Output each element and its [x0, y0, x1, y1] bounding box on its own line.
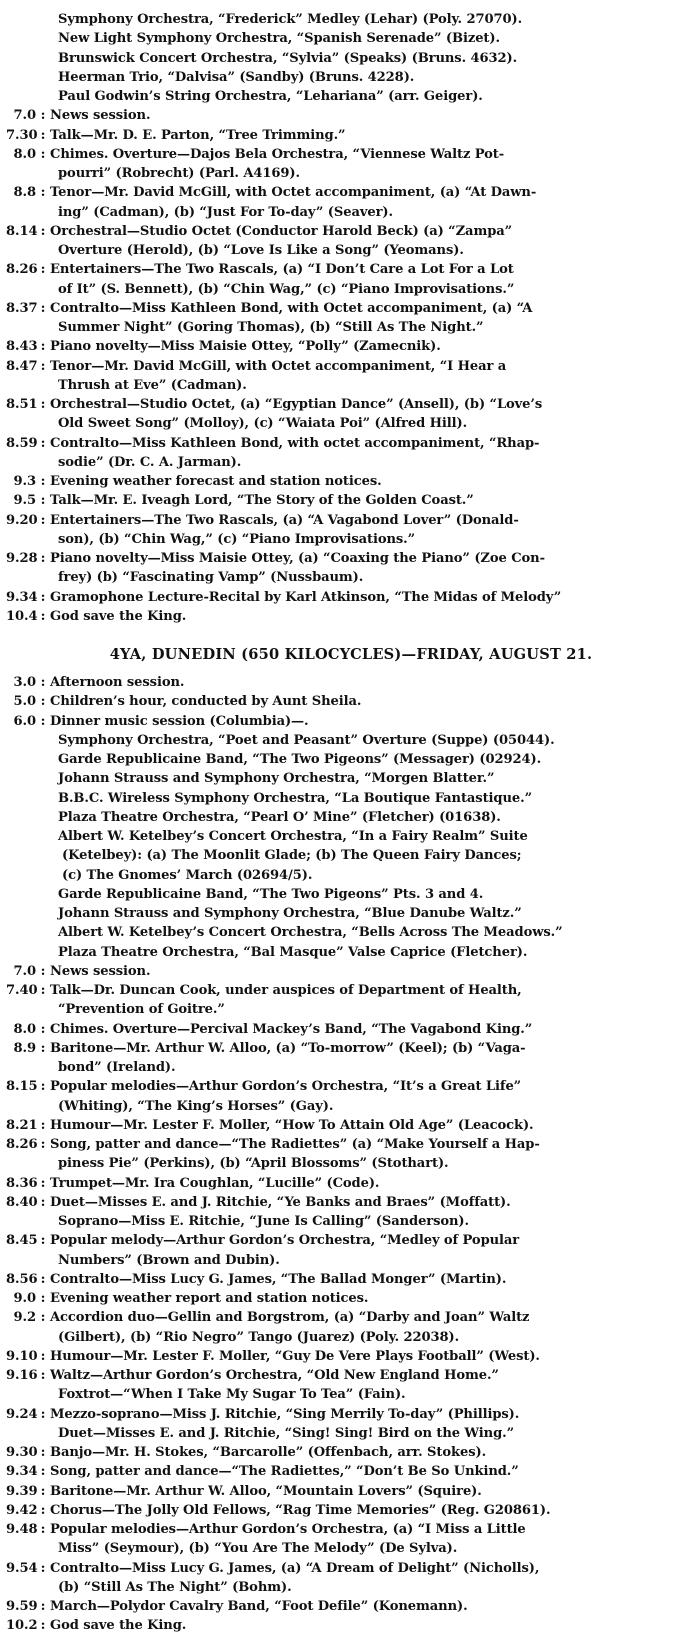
time-label: 8.26 [6, 1137, 38, 1152]
program-item-text: Banjo—Mr. H. Stokes, “Barcarolle” (Offenbach, arr. Stokes). [50, 1445, 487, 1460]
program-item-text: Children’s hour, conducted by Aunt Sheila. [50, 694, 362, 710]
program-item-text: Talk—Dr. Duncan Cook, under auspices of Department of Health, [50, 983, 522, 998]
time-separator: : [40, 1522, 46, 1537]
program-item-text: Evening weather report and station notices. [50, 1291, 369, 1306]
time-separator: : [40, 551, 46, 566]
program-continuation-text: Miss” (Seymour), (b) “You Are The Melody” (De Sylva). [58, 1541, 458, 1557]
time-label: 9.10 [6, 1348, 38, 1364]
time-separator: : [40, 1117, 46, 1133]
newspaper-page [6, 10, 692, 1636]
time-separator: : [40, 589, 46, 605]
program-line [6, 1000, 692, 1019]
program-line [6, 1097, 692, 1116]
time-label: 8.9 [13, 1040, 36, 1056]
program-line [6, 395, 692, 414]
program-line [6, 1578, 692, 1597]
program-line [6, 1559, 692, 1578]
time-separator: : [40, 1079, 46, 1095]
program-continuation-text: Paul Godwin’s String Orchestra, “Lehariana” (arr. Geiger). [58, 89, 483, 104]
time-label: 8.26 [6, 262, 38, 278]
time-separator: : [40, 1464, 46, 1480]
program-item-text: News session. [50, 963, 151, 979]
time-label: 8.8 [13, 185, 36, 201]
time-separator: : [40, 223, 46, 239]
time-separator: : [40, 474, 46, 489]
program-continuation-text: New Light Symphony Orchestra, “Spanish Serenade” (Bizet). [58, 31, 500, 47]
program-item-text: Waltz—Arthur Gordon’s Orchestra, “Old New England Home.” [50, 1368, 499, 1383]
program-line [6, 1520, 692, 1539]
program-line [6, 1385, 692, 1404]
program-item-text: Evening weather forecast and station notices. [50, 474, 382, 489]
program-line [6, 280, 692, 299]
time-label: 9.34 [6, 589, 38, 605]
time-label: 10.2 [6, 1618, 38, 1634]
time-label: 8.0 [13, 1021, 36, 1037]
program-line [6, 10, 692, 29]
program-line [6, 692, 692, 711]
time-separator: : [40, 1271, 46, 1287]
program-listing-4ya-dunedin [6, 673, 692, 1636]
program-continuation-text: Numbers” (Brown and Dubin). [58, 1252, 280, 1268]
program-line [6, 453, 692, 472]
program-continuation-text: of It” (S. Bennett), (b) “Chin Wag,” (c) “Piano Improvisations.” [58, 281, 515, 297]
time-label: 9.54 [6, 1560, 38, 1576]
time-separator: : [40, 675, 46, 690]
program-line [6, 357, 692, 376]
program-item-text: Popular melody—Arthur Gordon’s Orchestra, “Medley of Popular [50, 1233, 520, 1249]
time-label: 6.0 [13, 713, 36, 729]
program-item-text: Chimes. Overture—Dajos Bela Orchestra, “Viennese Waltz Pot- [50, 146, 505, 162]
program-continuation-text: piness Pie” (Perkins), (b) “April Blossoms” (Stothart). [58, 1156, 449, 1172]
program-continuation-text: Albert W. Ketelbey’s Concert Orchestra, “Bells Across The Meadows.” [58, 925, 563, 941]
time-label: 8.45 [6, 1233, 38, 1249]
program-continuation-text: Johann Strauss and Symphony Orchestra, “Morgen Blatter.” [58, 771, 495, 787]
time-label: 9.42 [6, 1502, 38, 1518]
time-separator: : [40, 397, 46, 412]
program-continuation-text: son), (b) “Chin Wag,” (c) “Piano Improvisations.” [58, 531, 416, 547]
time-label: 8.47 [6, 358, 38, 374]
program-line [6, 1270, 692, 1289]
program-listing-previous-station [6, 10, 692, 626]
time-separator: : [40, 127, 46, 143]
time-separator: : [40, 694, 46, 710]
time-label: 9.2 [13, 1310, 36, 1326]
time-separator: : [40, 1137, 46, 1152]
program-item-text: Contralto—Miss Kathleen Bond, with octet accompaniment, “Rhap- [50, 435, 540, 451]
time-separator: : [40, 1310, 46, 1326]
program-continuation-text: (b) “Still As The Night” (Bohm). [58, 1579, 292, 1595]
program-line [6, 49, 692, 68]
time-separator: : [40, 339, 46, 355]
program-line [6, 808, 692, 827]
program-line [6, 145, 692, 164]
program-line [6, 1077, 692, 1096]
time-label: 9.48 [6, 1522, 38, 1537]
time-separator: : [40, 963, 46, 979]
program-line [6, 511, 692, 530]
time-label: 10.4 [6, 608, 38, 624]
program-item-text: Contralto—Miss Lucy G. James, (a) “A Dream of Delight” (Nicholls), [50, 1560, 540, 1576]
time-label: 9.34 [6, 1464, 38, 1480]
time-label: 7.40 [6, 983, 38, 998]
program-item-text: Orchestral—Studio Octet, (a) “Egyptian Dance” (Ansell), (b) “Love’s [50, 397, 543, 412]
time-label: 8.21 [6, 1117, 38, 1133]
program-continuation-text: Albert W. Ketelbey’s Concert Orchestra, “In a Fairy Realm” Suite [58, 829, 528, 844]
program-continuation-text: Garde Republicaine Band, “The Two Pigeons” Pts. 3 and 4. [58, 886, 484, 902]
program-line [6, 981, 692, 1000]
program-line [6, 789, 692, 808]
program-item-text: Mezzo-soprano—Miss J. Ritchie, “Sing Merrily To-day” (Phillips). [50, 1406, 520, 1422]
program-line [6, 530, 692, 549]
program-line [6, 1020, 692, 1039]
program-continuation-text: Johann Strauss and Symphony Orchestra, “Blue Danube Waltz.” [58, 906, 522, 921]
program-line [6, 1116, 692, 1135]
program-line [6, 1405, 692, 1424]
program-line [6, 1597, 692, 1616]
program-item-text: Talk—Mr. E. Iveagh Lord, “The Story of the Golden Coast.” [50, 493, 474, 509]
time-separator: : [40, 1599, 46, 1614]
time-label: 9.0 [13, 1291, 36, 1306]
program-item-text: Afternoon session. [50, 675, 185, 690]
time-label: 3.0 [13, 675, 36, 690]
program-continuation-text: Plaza Theatre Orchestra, “Pearl O’ Mine” (Fletcher) (01638). [58, 809, 501, 825]
time-separator: : [40, 983, 46, 998]
program-line [6, 241, 692, 260]
time-separator: : [40, 1502, 46, 1518]
program-line [6, 1154, 692, 1173]
program-line [6, 414, 692, 433]
program-continuation-text: sodie” (Dr. C. A. Jarman). [58, 454, 242, 470]
program-line [6, 434, 692, 453]
program-line [6, 846, 692, 865]
program-line [6, 1174, 692, 1193]
program-line [6, 1328, 692, 1347]
program-line [6, 568, 692, 587]
program-item-text: March—Polydor Cavalry Band, “Foot Defile” (Konemann). [50, 1599, 468, 1614]
program-item-text: Humour—Mr. Lester F. Moller, “Guy De Vere Plays Football” (West). [50, 1348, 540, 1364]
program-line [6, 299, 692, 318]
program-item-text: Popular melodies—Arthur Gordon’s Orchestra, “It’s a Great Life” [50, 1079, 522, 1095]
program-line [6, 29, 692, 48]
program-item-text: Contralto—Miss Lucy G. James, “The Ballad Monger” (Martin). [50, 1271, 507, 1287]
program-item-text: Chorus—The Jolly Old Fellows, “Rag Time Memories” (Reg. G20861). [50, 1502, 551, 1518]
time-separator: : [40, 1368, 46, 1383]
time-separator: : [40, 1445, 46, 1460]
program-continuation-text: ing” (Cadman), (b) “Just For To-day” (Seaver). [58, 204, 393, 220]
time-label: 8.37 [6, 300, 38, 316]
program-item-text: Baritone—Mr. Arthur W. Alloo, “Mountain Lovers” (Squire). [50, 1483, 482, 1499]
program-item-text: News session. [50, 108, 151, 124]
program-continuation-text: Foxtrot—“When I Take My Sugar To Tea” (Fain). [58, 1387, 406, 1403]
program-item-text: Entertainers—The Two Rascals, (a) “A Vagabond Lover” (Donald- [50, 512, 519, 528]
time-separator: : [40, 1175, 46, 1191]
program-item-text: Baritone—Mr. Arthur W. Alloo, (a) “To-morrow” (Keel); (b) “Vaga- [50, 1040, 526, 1056]
program-continuation-text: Old Sweet Song” (Molloy), (c) “Waiata Poi” (Alfred Hill). [58, 416, 468, 432]
program-item-text: Gramophone Lecture-Recital by Karl Atkinson, “The Midas of Melody” [50, 589, 562, 605]
time-separator: : [40, 493, 46, 509]
program-item-text: Chimes. Overture—Percival Mackey’s Band, “The Vagabond King.” [50, 1021, 533, 1037]
program-item-text: Song, patter and dance—“The Radiettes” (a) “Make Yourself a Hap- [50, 1137, 540, 1152]
program-line [6, 1308, 692, 1327]
time-label: 8.56 [6, 1271, 38, 1287]
program-line [6, 164, 692, 183]
time-label: 8.0 [13, 146, 36, 162]
program-line [6, 1231, 692, 1250]
time-separator: : [40, 608, 46, 624]
program-line [6, 126, 692, 145]
time-separator: : [40, 300, 46, 316]
program-line [6, 1039, 692, 1058]
program-line [6, 1616, 692, 1635]
program-line [6, 607, 692, 626]
time-separator: : [40, 713, 46, 729]
program-item-text: Humour—Mr. Lester F. Moller, “How To Attain Old Age” (Leacock). [50, 1117, 534, 1133]
time-label: 8.14 [6, 223, 38, 239]
program-continuation-text: bond” (Ireland). [58, 1060, 176, 1075]
time-label: 9.24 [6, 1406, 38, 1422]
program-continuation-text: Brunswick Concert Orchestra, “Sylvia” (Speaks) (Bruns. 4632). [58, 50, 518, 66]
time-label: 8.43 [6, 339, 38, 355]
time-separator: : [40, 1021, 46, 1037]
program-line [6, 962, 692, 981]
program-line [6, 1347, 692, 1366]
program-line [6, 885, 692, 904]
program-line [6, 472, 692, 491]
program-continuation-text: Garde Republicaine Band, “The Two Pigeons” (Messager) (02924). [58, 752, 542, 767]
program-continuation-text: B.B.C. Wireless Symphony Orchestra, “La Boutique Fantastique.” [58, 790, 532, 806]
time-label: 8.15 [6, 1079, 38, 1095]
program-line [6, 1193, 692, 1212]
time-separator: : [40, 1194, 46, 1210]
program-line [6, 923, 692, 942]
program-continuation-text: (Whiting), “The King’s Horses” (Gay). [58, 1098, 334, 1114]
time-label: 9.20 [6, 512, 38, 528]
program-continuation-text: (c) The Gnomes’ March (02694/5). [62, 867, 313, 883]
program-continuation-text: Thrush at Eve” (Cadman). [58, 377, 247, 393]
time-separator: : [40, 1406, 46, 1422]
program-item-text: Entertainers—The Two Rascals, (a) “I Don’t Care a Lot For a Lot [50, 262, 514, 278]
program-item-text: Trumpet—Mr. Ira Coughlan, “Lucille” (Code). [50, 1175, 380, 1191]
time-label: 9.5 [13, 493, 36, 509]
program-continuation-text: Symphony Orchestra, “Frederick” Medley (Lehar) (Poly. 27070). [58, 12, 523, 27]
time-separator: : [40, 358, 46, 374]
time-separator: : [40, 1483, 46, 1499]
program-item-text: Piano novelty—Miss Maisie Ottey, (a) “Coaxing the Piano” (Zoe Con- [50, 551, 545, 566]
program-line [6, 183, 692, 202]
time-label: 7.30 [6, 127, 38, 143]
program-item-text: God save the King. [50, 1618, 187, 1634]
program-line [6, 1501, 692, 1520]
program-item-text: God save the King. [50, 608, 187, 624]
program-continuation-text: (Gilbert), (b) “Rio Negro” Tango (Juarez) (Poly. 22038). [58, 1329, 460, 1345]
time-label: 7.0 [13, 108, 36, 124]
program-line [6, 769, 692, 788]
program-continuation-text: Duet—Misses E. and J. Ritchie, “Sing! Sing! Bird on the Wing.” [58, 1425, 515, 1441]
program-line [6, 491, 692, 510]
program-item-text: Tenor—Mr. David McGill, with Octet accompaniment, (a) “At Dawn- [50, 185, 537, 201]
section-gap [6, 626, 692, 641]
program-line [6, 1289, 692, 1308]
program-line [6, 376, 692, 395]
program-continuation-text: (Ketelbey): (a) The Moonlit Glade; (b) The Queen Fairy Dances; [62, 848, 522, 864]
program-line [6, 750, 692, 769]
program-line [6, 1251, 692, 1270]
program-line [6, 673, 692, 692]
program-item-text: Orchestral—Studio Octet (Conductor Harold Beck) (a) “Zampa” [50, 223, 513, 239]
program-line [6, 731, 692, 750]
time-separator: : [40, 262, 46, 278]
program-continuation-text: Summer Night” (Goring Thomas), (b) “Still As The Night.” [58, 320, 484, 335]
time-label: 8.51 [6, 397, 38, 412]
program-continuation-text: Soprano—Miss E. Ritchie, “June Is Calling” (Sanderson). [58, 1214, 469, 1229]
time-label: 5.0 [13, 694, 36, 710]
time-separator: : [40, 1348, 46, 1364]
time-separator: : [40, 1291, 46, 1306]
program-item-text: Piano novelty—Miss Maisie Ottey, “Polly” (Zamecnik). [50, 339, 441, 355]
program-continuation-text: Overture (Herold), (b) “Love Is Like a Song” (Yeomans). [58, 243, 464, 258]
program-item-text: Contralto—Miss Kathleen Bond, with Octet accompaniment, (a) “A [50, 300, 533, 316]
program-line [6, 318, 692, 337]
program-line [6, 827, 692, 846]
program-line [6, 222, 692, 241]
station-heading: 4YA, DUNEDIN (650 KILOCYCLES)—FRIDAY, AUGUST 21. [109, 646, 593, 663]
time-separator: : [40, 185, 46, 201]
program-line [6, 1366, 692, 1385]
program-item-text: Accordion duo—Gellin and Borgstrom, (a) “Darby and Joan” Waltz [50, 1310, 530, 1326]
program-continuation-text: frey) (b) “Fascinating Vamp” (Nussbaum). [58, 570, 364, 586]
time-separator: : [40, 1560, 46, 1576]
program-line [6, 549, 692, 568]
time-label: 9.16 [6, 1368, 38, 1383]
program-line [6, 943, 692, 962]
time-label: 9.28 [6, 551, 38, 566]
program-line [6, 337, 692, 356]
program-item-text: Duet—Misses E. and J. Ritchie, “Ye Banks and Braes” (Moffatt). [50, 1194, 511, 1210]
time-separator: : [40, 1233, 46, 1249]
program-line [6, 1212, 692, 1231]
program-line [6, 1482, 692, 1501]
time-label: 9.3 [13, 474, 36, 489]
time-label: 8.40 [6, 1194, 38, 1210]
time-label: 7.0 [13, 963, 36, 979]
program-line [6, 1058, 692, 1077]
program-line [6, 904, 692, 923]
program-continuation-text: pourri” (Robrecht) (Parl. A4169). [58, 166, 300, 181]
time-separator: : [40, 1618, 46, 1634]
time-label: 8.59 [6, 435, 38, 451]
program-continuation-text: Plaza Theatre Orchestra, “Bal Masque” Valse Caprice (Fletcher). [58, 944, 528, 960]
time-separator: : [40, 146, 46, 162]
program-line [6, 1424, 692, 1443]
program-item-text: Popular melodies—Arthur Gordon’s Orchestra, (a) “I Miss a Little [50, 1522, 526, 1537]
program-item-text: Talk—Mr. D. E. Parton, “Tree Trimming.” [50, 127, 346, 143]
time-separator: : [40, 435, 46, 451]
program-item-text: Tenor—Mr. David McGill, with Octet accompaniment, “I Hear a [50, 358, 507, 374]
time-label: 8.36 [6, 1175, 38, 1191]
time-separator: : [40, 108, 46, 124]
program-line [6, 866, 692, 885]
time-label: 9.30 [6, 1445, 38, 1460]
program-line [6, 68, 692, 87]
program-line [6, 203, 692, 222]
program-item-text: Song, patter and dance—“The Radiettes,” “Don’t Be So Unkind.” [50, 1464, 519, 1480]
program-line [6, 1462, 692, 1481]
program-continuation-text: Heerman Trio, “Dalvisa” (Sandby) (Bruns. 4228). [58, 69, 415, 85]
program-line [6, 588, 692, 607]
time-label: 9.39 [6, 1483, 38, 1499]
time-label: 9.59 [6, 1599, 38, 1614]
program-line [6, 712, 692, 731]
program-continuation-text: “Prevention of Goitre.” [58, 1002, 225, 1018]
program-line [6, 260, 692, 279]
program-line [6, 1443, 692, 1462]
program-item-text: Dinner music session (Columbia)—. [50, 713, 309, 729]
time-separator: : [40, 1040, 46, 1056]
program-line [6, 1539, 692, 1558]
time-separator: : [40, 512, 46, 528]
program-line [6, 1135, 692, 1154]
program-line [6, 87, 692, 106]
program-line [6, 106, 692, 125]
program-continuation-text: Symphony Orchestra, “Poet and Peasant” Overture (Suppe) (05044). [58, 732, 555, 748]
